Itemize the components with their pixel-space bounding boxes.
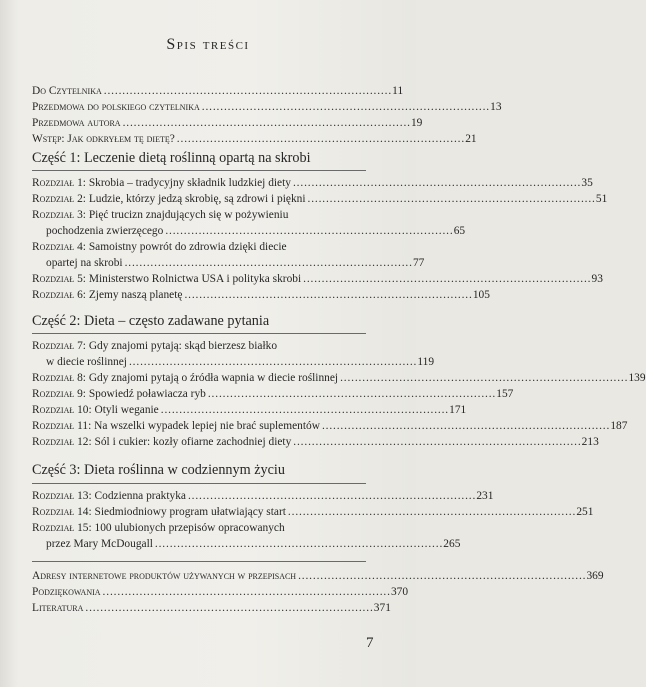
divider xyxy=(32,561,366,562)
chapter-page: 213 xyxy=(581,436,599,448)
toc-entry xyxy=(32,584,409,600)
toc-entry xyxy=(32,568,604,584)
toc-entry-label: Wstęp: Jak odkryłem tę dietę? xyxy=(32,133,175,145)
chapter-page: 251 xyxy=(576,506,594,518)
chapter-entry xyxy=(32,271,603,287)
chapter-entry xyxy=(32,418,628,434)
part-1-title: Część 1: Leczenie dietą roślinną opartą na skrobi xyxy=(32,150,311,166)
chapter-label: Rozdział 5: xyxy=(32,273,86,285)
back-matter-list xyxy=(32,568,604,616)
divider xyxy=(32,333,366,334)
chapter-page: 157 xyxy=(496,388,514,400)
chapter-title: Siedmiodniowy program ułatwiający start xyxy=(94,506,286,518)
chapter-title: Na wszelki wypadek lepiej nie brać suplementów xyxy=(94,420,320,432)
chapter-label: Rozdział 1: xyxy=(32,177,86,189)
chapter-entry xyxy=(32,386,514,402)
toc-entry-label: Do Czytelnika xyxy=(32,85,102,97)
chapter-title: Skrobia – tradycyjny składnik ludzkiej diety xyxy=(88,177,291,189)
chapter-title-cont: opartej na skrobi xyxy=(46,257,123,269)
chapter-title-cont: pochodzenia zwierzęcego xyxy=(46,225,164,237)
chapter-label: Rozdział 13: xyxy=(32,490,92,502)
chapter-page: 93 xyxy=(591,273,603,285)
chapter-title-cont: w diecie roślinnej xyxy=(46,356,127,368)
part-2-title: Część 2: Dieta – często zadawane pytania xyxy=(32,313,270,329)
chapter-page: 265 xyxy=(443,538,461,550)
chapter-title: Gdy znajomi pytają: skąd bierzesz białko xyxy=(88,340,278,352)
chapter-entry-continued xyxy=(32,255,425,271)
toc-entry xyxy=(32,131,477,147)
chapter-title: Spowiedź poławiacza ryb xyxy=(88,388,206,400)
chapter-title: Ludzie, którzy jedzą skrobię, są zdrowi i piękni xyxy=(88,193,306,205)
chapter-entry xyxy=(32,338,362,354)
part-3-title: Część 3: Dieta roślinna w codziennym życiu xyxy=(32,462,285,478)
chapter-page: 51 xyxy=(595,193,608,205)
divider xyxy=(32,483,366,484)
chapter-entry xyxy=(32,488,494,504)
chapter-page: 231 xyxy=(476,490,494,502)
chapter-label: Rozdział 15: xyxy=(32,522,92,534)
chapter-entry xyxy=(32,402,467,418)
chapter-title: Pięć trucizn znajdujących się w pożywieniu xyxy=(88,209,289,221)
chapter-entry xyxy=(32,191,608,207)
front-matter-list xyxy=(32,83,502,147)
chapter-entry xyxy=(32,434,599,450)
chapter-label: Rozdział 8: xyxy=(32,372,86,384)
chapter-label: Rozdział 10: xyxy=(32,404,92,416)
chapter-label: Rozdział 12: xyxy=(32,436,92,448)
chapter-page: 35 xyxy=(581,177,593,189)
chapter-entry-continued xyxy=(32,536,461,552)
toc-entry-label: Przedmowa do polskiego czytelnika xyxy=(32,101,200,113)
toc-entry-label: Adresy internetowe produktów używanych w przepisach xyxy=(32,570,297,582)
chapter-title: Ministerstwo Rolnictwa USA i polityka skrobi xyxy=(88,273,302,285)
chapter-entry xyxy=(32,239,362,255)
chapter-label: Rozdział 4: xyxy=(32,241,86,253)
chapter-title: Zjemy naszą planetę xyxy=(88,289,183,301)
part-3-chapters xyxy=(32,488,594,552)
chapter-page: 187 xyxy=(610,420,628,432)
chapter-title: Otyli weganie xyxy=(94,404,159,416)
chapter-entry xyxy=(32,175,593,191)
part-2-chapters xyxy=(32,338,646,450)
chapter-entry xyxy=(32,504,594,520)
toc-entry xyxy=(32,83,404,99)
chapter-entry xyxy=(32,287,490,303)
toc-entry xyxy=(32,99,502,115)
chapter-page: 119 xyxy=(417,356,435,368)
chapter-page: 105 xyxy=(472,289,490,301)
chapter-title: Sól i cukier: kozły ofiarne zachodniej diety xyxy=(94,436,292,448)
toc-entry-page: 371 xyxy=(373,602,391,614)
toc-entry-label: Literatura xyxy=(32,602,84,614)
chapter-entry xyxy=(32,370,646,386)
toc-entry-label: Przedmowa autora xyxy=(32,117,121,129)
chapter-title-cont: przez Mary McDougall xyxy=(46,538,153,550)
toc-entry xyxy=(32,115,423,131)
chapter-page: 171 xyxy=(449,404,467,416)
toc-entry-page: 11 xyxy=(392,85,404,97)
chapter-label: Rozdział 9: xyxy=(32,388,86,400)
chapter-entry-continued xyxy=(32,223,466,239)
chapter-label: Rozdział 14: xyxy=(32,506,92,518)
chapter-entry xyxy=(32,520,362,536)
page-title: Spis treści xyxy=(166,36,250,53)
divider xyxy=(32,170,366,171)
toc-entry-page: 13 xyxy=(490,101,502,113)
toc-entry-page: 369 xyxy=(586,570,604,582)
chapter-page: 139 xyxy=(628,372,646,384)
chapter-label: Rozdział 7: xyxy=(32,340,86,352)
chapter-label: Rozdział 6: xyxy=(32,289,86,301)
chapter-title: Codzienna praktyka xyxy=(94,490,186,502)
toc-entry-page: 370 xyxy=(390,586,409,598)
chapter-entry-continued xyxy=(32,354,435,370)
chapter-label: Rozdział 2: xyxy=(32,193,86,205)
chapter-title: 100 ulubionych przepisów opracowanych xyxy=(94,522,285,534)
chapter-title: Gdy znajomi pytają o źródła wapnia w diecie roślinnej xyxy=(88,372,339,384)
chapter-label: Rozdział 3: xyxy=(32,209,86,221)
part-1-chapters xyxy=(32,175,608,303)
toc-entry-page: 19 xyxy=(410,117,423,129)
page-number: 7 xyxy=(366,635,374,651)
chapter-page: 65 xyxy=(453,225,466,237)
toc-entry-page: 21 xyxy=(465,133,477,145)
toc-entry xyxy=(32,600,391,616)
chapter-title: Samoistny powrót do zdrowia dzięki diecie xyxy=(88,241,287,253)
chapter-label: Rozdział 11: xyxy=(32,420,92,432)
chapter-entry xyxy=(32,207,362,223)
chapter-page: 77 xyxy=(412,257,425,269)
toc-entry-label: Podziękowania xyxy=(32,586,101,598)
